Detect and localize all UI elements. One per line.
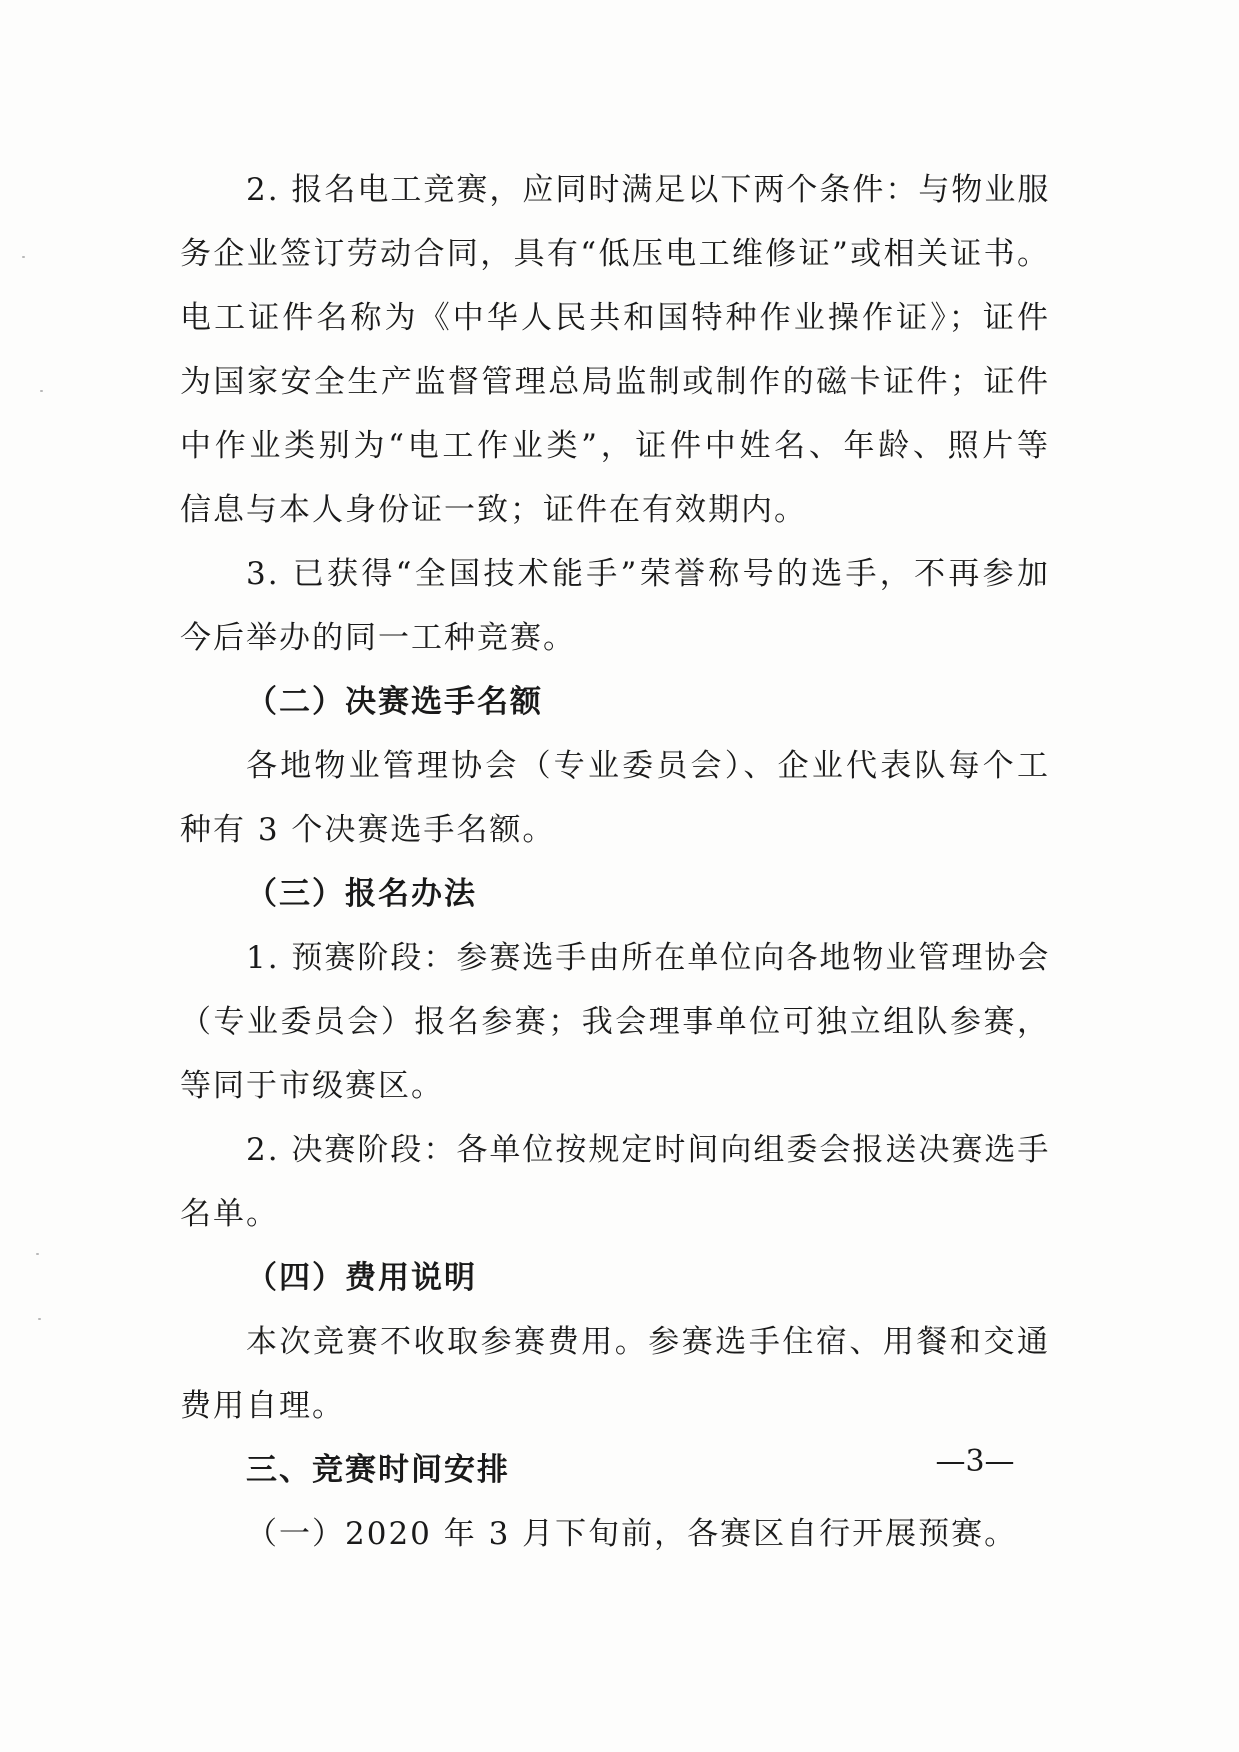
scan-speck bbox=[38, 1318, 41, 1320]
paragraph-line: 各地物业管理协会（专业委员会）、企业代表队每个工 bbox=[246, 748, 1050, 784]
paragraph-line: （专业委员会）报名参赛；我会理事单位可独立组队参赛， bbox=[180, 1004, 1050, 1040]
paragraph-line: 务企业签订劳动合同，具有“低压电工维修证”或相关证书。 bbox=[180, 236, 1050, 272]
page-number: —3— bbox=[935, 1444, 1015, 1479]
paragraph-line: 费用自理。 bbox=[180, 1388, 345, 1424]
scan-speck bbox=[36, 1253, 39, 1255]
scan-speck bbox=[40, 390, 43, 392]
paragraph-line: 为国家安全生产监督管理总局监制或制作的磁卡证件；证件 bbox=[180, 364, 1050, 400]
paragraph-line: 1. 预赛阶段：参赛选手由所在单位向各地物业管理协会 bbox=[246, 940, 1051, 976]
paragraph-line: 3. 已获得“全国技术能手”荣誉称号的选手，不再参加 bbox=[246, 556, 1050, 592]
paragraph-line: 电工证件名称为《中华人民共和国特种作业操作证》；证件 bbox=[180, 300, 1050, 336]
paragraph-line: 2. 报名电工竞赛，应同时满足以下两个条件：与物业服 bbox=[246, 172, 1051, 208]
scan-speck bbox=[22, 256, 25, 258]
subsection-heading: （三）报名办法 bbox=[246, 876, 477, 912]
subsection-heading: （四）费用说明 bbox=[246, 1260, 477, 1296]
document-body bbox=[180, 158, 1050, 1566]
paragraph-line: （一）2020 年 3 月下旬前，各赛区自行开展预赛。 bbox=[246, 1516, 1018, 1552]
paragraph-line: 名单。 bbox=[180, 1196, 279, 1232]
paragraph-line: 信息与本人身份证一致；证件在有效期内。 bbox=[180, 492, 807, 528]
paragraph-line: 等同于市级赛区。 bbox=[180, 1068, 444, 1104]
paragraph-line: 中作业类别为“电工作业类”，证件中姓名、年龄、照片等 bbox=[180, 428, 1050, 464]
paragraph-line: 2. 决赛阶段：各单位按规定时间向组委会报送决赛选手 bbox=[246, 1132, 1051, 1168]
paragraph-line: 本次竞赛不收取参赛费用。参赛选手住宿、用餐和交通 bbox=[246, 1324, 1050, 1360]
subsection-heading: （二）决赛选手名额 bbox=[246, 684, 543, 720]
paragraph-line: 种有 3 个决赛选手名额。 bbox=[180, 812, 556, 848]
section-heading: 三、竞赛时间安排 bbox=[246, 1452, 510, 1488]
paragraph-line: 今后举办的同一工种竞赛。 bbox=[180, 620, 576, 656]
